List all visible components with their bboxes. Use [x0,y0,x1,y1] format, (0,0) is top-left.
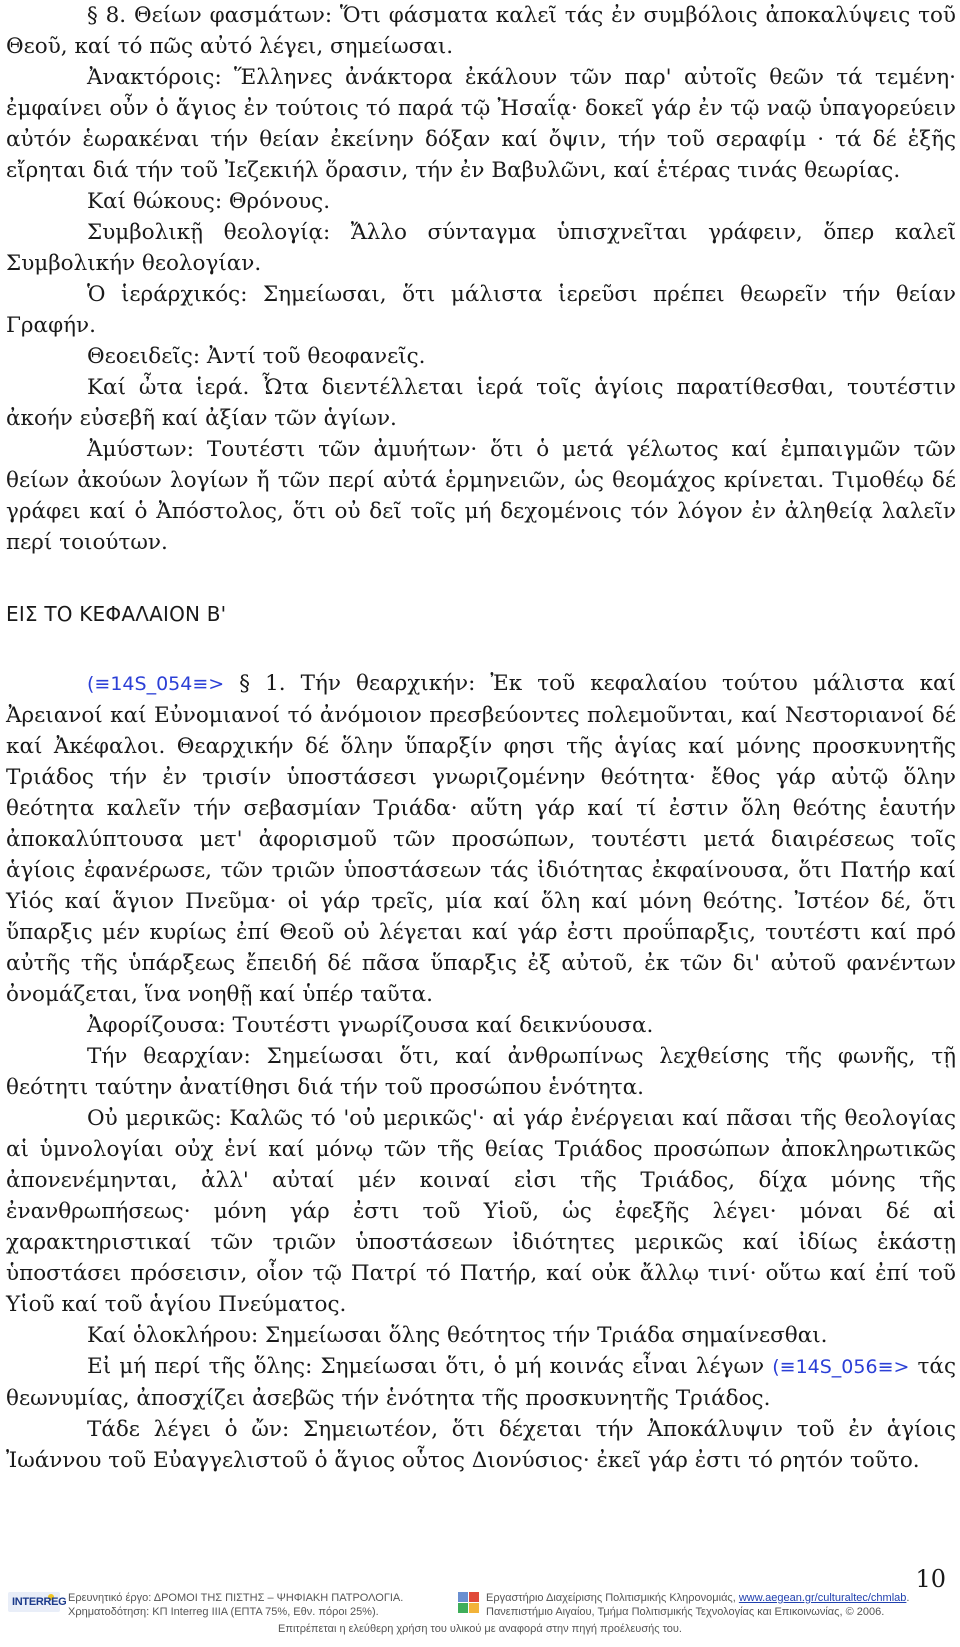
paragraph-p13: Καί ὁλοκλήρου: Σημείωσαι ὅλης θεότητος τήν Τριάδα σημαίνεσθαι. [87,1323,828,1348]
footer-project: Ερευνητικό έργο: ΔΡΟΜΟΙ ΤΗΣ ΠΙΣΤΗΣ – ΨΗΦΙΑΚΗ ΠΑΤΡΟΛΟΓΙΑ. [68,1592,404,1604]
mid-paragraphs [6,1010,956,1351]
paragraph-p11: Τήν θεαρχίαν: Σημείωσαι ὅτι, καί ἀνθρωπίνως λεχθείσης τῆς φωνῆς, τῇ θεότητι ταύτην ἀνατίθησι διά τήν τοῦ προσώπου ἑνότητα. [6,1044,956,1100]
footer-lab-text: Εργαστήριο Διαχείρισης Πολιτισμικής Κληρονομιάς, [486,1592,739,1604]
footer-lab [486,1592,909,1604]
footer-license: Επιτρέπεται η ελεύθερη χρήση του υλικού με αναφορά στην πηγή προέλευσής του. [278,1623,682,1635]
top-paragraphs [6,0,956,558]
footer-funding: Χρηματοδότηση: ΚΠ Interreg IIIA (ΕΠΤΑ 75%, Εθν. πόρoι 25%). [68,1606,379,1618]
section-heading: ΕΙΣ ΤΟ ΚΕΦΑΛΑΙΟΝ Β' [6,602,227,626]
paragraph-p14 [6,1351,956,1414]
paragraph-main [6,668,956,1010]
paragraph-p7: Καί ὦτα ἱερά. Ὦτα διεντέλλεται ἱερά τοῖς ἁγίοις παρατίθεσθαι, τουτέστιν ἀκοήν εὐσεβῆ καί ἀξίαν τῶν ἁγίων. [6,375,956,431]
document-page [6,0,956,1476]
footer-university: Πανεπιστήμιο Αιγαίου, Τμήμα Πολιτισμικής Τεχνολογίας και Επικοινωνίας, © 2006. [486,1606,885,1618]
interreg-logo-text: INTERREG [12,1596,67,1608]
footer-lab-suffix: . [906,1592,910,1604]
paragraph-p1: § 8. Θείων φασμάτων: Ὅτι φάσματα καλεῖ τάς ἐν συμβόλοις ἀποκαλύψεις τοῦ Θεοῦ, καί τό πῶς αὐτό λέγει, σημείωσαι. [6,3,956,59]
lab-logo [458,1592,480,1614]
paragraph-p8: Ἀμύστων: Τουτέστι τῶν ἀμυήτων· ὅτι ὁ μετά γέλωτος καί ἐμπαιγμῶν τῶν θείων ἀκούων λογίων ἤ τῶν περί αὐτά ἑρμηνειῶν, ὡς θεομάχος κρίνεται. Τιμοθέῳ δέ γράφει καί ὁ Ἀπόστολος, ὅτι οὐ δεῖ τοῖς μή δεχομένοις τόν λόγον ἐν ἀληθείᾳ λαλεῖν περί τοιούτων. [6,437,956,555]
reference-marker: (≡14S_056≡> [772,1356,910,1378]
reference-marker: (≡14S_054≡> [87,673,225,695]
paragraph-p14-after: τάς θεωνυμίας, ἀποσχίζει ἀσεβῶς τήν ἑνότητα τῆς προσκυνητῆς Τριάδος. [6,1354,956,1411]
paragraph-p14-before: Εἰ μή περί τῆς ὅλης: Σημείωσαι ὅτι, ὁ μή κοινάς εἶναι λέγων [87,1354,773,1379]
paragraph-p2: Ἀνακτόροις: Ἕλληνες ἀνάκτορα ἐκάλουν τῶν παρ' αὐτοῖς θεῶν τά τεμένη· ἐμφαίνει οὖν ὁ ἅγιος ἐν τούτοις τό παρά τῷ Ἠσαΐᾳ· δοκεῖ γάρ ἐν τῷ ναῷ ὑπαγορεύειν αὐτόν ἑωρακέναι τήν θείαν ἐκείνην δόξαν καί ὄψιν, τήν τοῦ σεραφίμ · τά δέ ἑξῆς εἴρηται διά τήν τοῦ Ἰεζεκιήλ ὅρασιν, τήν ἐν Βαβυλῶνι, καί ἑτέρας τινάς θεωρίας. [6,65,956,183]
paragraph-p4: Συμβολικῇ θεολογίᾳ: Ἄλλο σύνταγμα ὑπισχνεῖται γράφειν, ὅπερ καλεῖ Συμβολικήν θεολογίαν. [6,220,956,276]
footer [0,1590,960,1647]
paragraph-p6: Θεοειδεῖς: Ἀντί τοῦ θεοφανεῖς. [87,344,426,369]
lab-website-link[interactable]: www.aegean.gr/culturaltec/chmlab [738,1592,907,1604]
paragraph-p5: Ὁ ἱεράρχικός: Σημείωσαι, ὅτι μάλιστα ἱερεῦσι πρέπει θεωρεῖν τήν θείαν Γραφήν. [6,282,956,338]
paragraph-p12: Οὐ μερικῶς: Καλῶς τό 'οὐ μερικῶς'· αἱ γάρ ἐνέργειαι καί πᾶσαι τῆς θεολογίας αἱ ὑμνολογίαι οὐχ ἑνί καί μόνῳ τῶν τῆς θείας Τριάδος προσώπων ἀποκληρωτικῶς ἀπονενέμηνται, ἀλλ' αὐταί μέν κοιναί εἰσι τῆς Τριάδος, δίχα μόνης τῆς ἐνανθρωπήσεως· μόνη γάρ ἐστι τοῦ Υἱοῦ, ὡς ἐφεξῆς λέγει· μόναι δέ αἱ χαρακτηριστικαί τῶν τριῶν ὑποστάσεων ἰδιότητες μερικῶς καί ἰδίως ἑκάστῃ ὑποστάσει πρόσεισιν, οἷον τῷ Πατρί τό Πατήρ, καί οὐκ ἄλλῳ τινί· οὕτω καί ἐπί τοῦ Υἱοῦ καί τοῦ ἁγίου Πνεύματος. [6,1106,956,1317]
interreg-logo [8,1592,67,1614]
paragraph-p15: Τάδε λέγει ὁ ὤν: Σημειωτέον, ὅτι δέχεται τήν Ἀποκάλυψιν τοῦ ἐν ἁγίοις Ἰωάννου τοῦ Εὐαγγελιστοῦ ὁ ἅγιος οὗτος Διονύσιος· ἐκεῖ γάρ ἐστι τό ρητόν τοῦτο. [6,1417,956,1473]
paragraph-p10: Ἀφορίζουσα: Τουτέστι γνωρίζουσα καί δεικνύουσα. [87,1013,654,1038]
page-number: 10 [915,1565,946,1593]
paragraph-p3: Καί θώκους: Θρόνους. [87,189,331,214]
paragraph-main-text: § 1. Τήν θεαρχικήν: Ἐκ τοῦ κεφαλαίου τούτου μάλιστα καί Ἀρειανοί καί Εὐνομιανοί τό ἀνόμοιον πρεσβεύοντες πολεμοῦνται, καί Νεστοριανοί δέ καί Ἀκέφαλοι. Θεαρχικήν δέ ὅλην ὕπαρξίν φησι τῆς ἁγίας καί μόνης προσκυνητῆς Τριάδος τήν ἐν τρισίν ὑποστάσεσι γνωριζομένην θεότητα· ἔθος γάρ αὐτῷ ὅλην θεότητα καλεῖν τήν σεβασμίαν Τριάδα· αὕτη γάρ καί τί ἐστιν ὅλη θεότης ἑαυτήν ἀποκαλύπτουσα μετ' ἀφορισμοῦ τῶν προσώπων, τουτέστι μετά διαιρέσεως τοῖς ἁγίοις ἐφανέρωσε, τῶν τριῶν ὑποστάσεων τάς ἰδιότητας ἐκφαίνουσα, ὅτι Πατήρ καί Υἱός καί ἅγιον Πνεῦμα· οἱ γάρ τρεῖς, μία καί ὅλη καί μόνη θεότης. Ἰστέον δέ, ὅτι ὕπαρξις μέν κυρίως ἐπί Θεοῦ οὐ λέγεται καί γάρ ἐστι προΰπαρξις, τουτέστι καί πρό αὐτῆς τῆς ὑπάρξεως ἔπειδή δέ πᾶσα ὕπαρξις ἐξ αὐτοῦ, ἐκ τῶν δι' αὐτοῦ φανέντων ὀνομάζεται, ἵνα νοηθῇ καί ὑπέρ ταῦτα. [6,671,956,1007]
